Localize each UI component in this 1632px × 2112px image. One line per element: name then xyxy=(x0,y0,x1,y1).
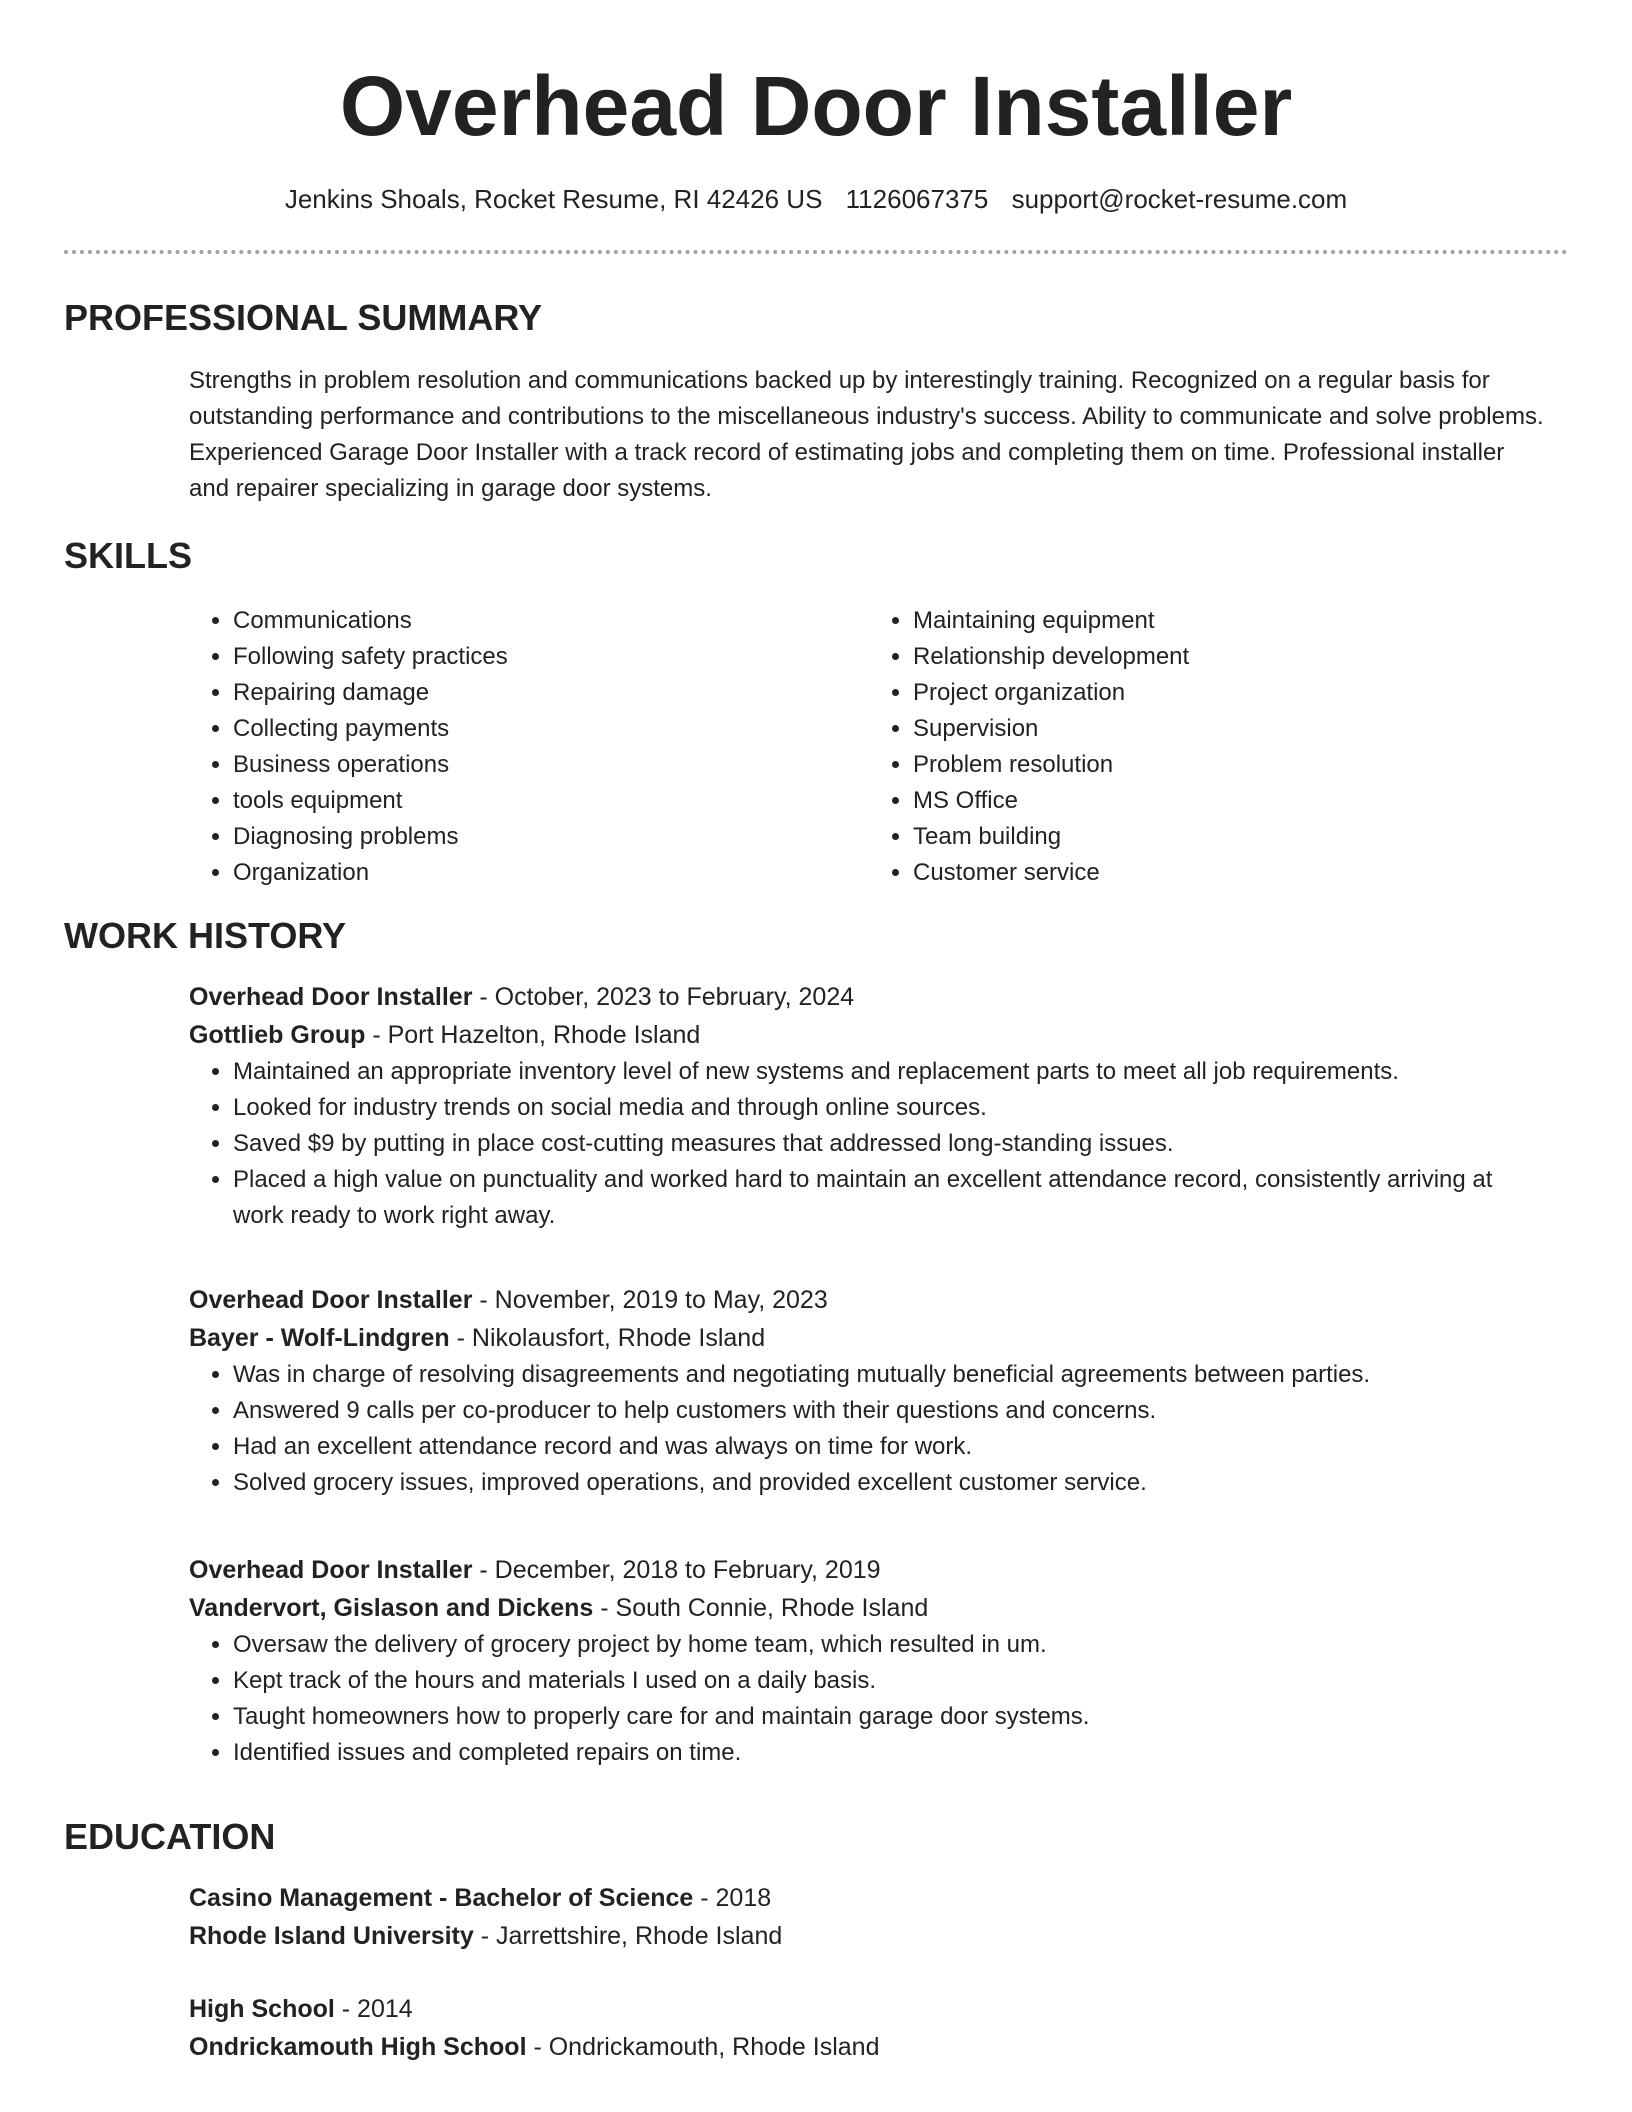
summary-text: Strengths in problem resolution and communications backed up by interestingly training. Recognized on a regular basis for outstanding performance and contributions to the miscellaneous industry's success. Ability to communicate and solve problems. Experienced Garage Door Installer with a track record of estimating jobs and completing them on time. Professional installer and repairer specializing in garage door systems. xyxy=(189,367,1544,502)
education-degree-line xyxy=(189,1990,1549,2028)
job-role: Overhead Door Installer xyxy=(189,1286,473,1314)
contact-email: support@rocket-resume.com xyxy=(1011,184,1348,214)
job-duty: • Kept track of the hours and materials I used on a daily basis. xyxy=(233,1663,1549,1699)
section-title-work: WORK HISTORY xyxy=(64,915,347,956)
job-role: Overhead Door Installer xyxy=(189,983,473,1011)
job-title-line xyxy=(189,1551,1549,1589)
job-duty: • Identified issues and completed repairs on time. xyxy=(233,1735,1549,1771)
job-company-line xyxy=(189,1319,1549,1357)
job-entry xyxy=(189,1281,1549,1501)
skill-item: • Problem resolution xyxy=(913,747,1549,783)
skill-item: • Team building xyxy=(913,819,1549,855)
skill-item: • Communications xyxy=(233,603,869,639)
skill-item: • tools equipment xyxy=(233,783,869,819)
job-duty: • Answered 9 calls per co-producer to help customers with their questions and concerns. xyxy=(233,1393,1549,1429)
contact-address: Jenkins Shoals, Rocket Resume, RI 42426 US xyxy=(284,184,823,214)
job-duty: • Had an excellent attendance record and was always on time for work. xyxy=(233,1429,1549,1465)
job-location: - South Connie, Rhode Island xyxy=(593,1594,929,1622)
job-company: Bayer - Wolf-Lindgren xyxy=(189,1324,450,1352)
resume-name: Overhead Door Installer xyxy=(339,59,1293,153)
skill-item: • Diagnosing problems xyxy=(233,819,869,855)
education-degree: High School xyxy=(189,1995,335,2023)
job-duty: • Maintained an appropriate inventory level of new systems and replacement parts to meet all job requirements. xyxy=(233,1054,1549,1090)
job-duty: • Placed a high value on punctuality and worked hard to maintain an excellent attendance record, consistently arriving at work ready to work right away. xyxy=(233,1162,1549,1234)
contact-line xyxy=(0,182,1632,216)
job-company-line xyxy=(189,1016,1549,1054)
job-role: Overhead Door Installer xyxy=(189,1556,473,1584)
section-title-summary: PROFESSIONAL SUMMARY xyxy=(64,297,543,338)
skills-list-right xyxy=(869,603,1549,891)
education-entry xyxy=(189,1990,1549,2066)
job-company-line xyxy=(189,1589,1549,1627)
job-company: Vandervort, Gislason and Dickens xyxy=(189,1594,594,1622)
job-duties xyxy=(189,1357,1549,1501)
job-duty: • Taught homeowners how to properly care for and maintain garage door systems. xyxy=(233,1699,1549,1735)
skill-item: • Following safety practices xyxy=(233,639,869,675)
education-degree: Casino Management - Bachelor of Science xyxy=(189,1884,694,1912)
skill-item: • Supervision xyxy=(913,711,1549,747)
job-entry xyxy=(189,1551,1549,1771)
job-title-line xyxy=(189,978,1549,1016)
skill-item: • Organization xyxy=(233,855,869,891)
job-dates: - December, 2018 to February, 2019 xyxy=(472,1556,881,1584)
education-location: - Jarrettshire, Rhode Island xyxy=(473,1922,783,1950)
job-duty: • Oversaw the delivery of grocery project by home team, which resulted in um. xyxy=(233,1627,1549,1663)
skills-columns xyxy=(189,603,1549,891)
job-entry xyxy=(189,978,1549,1234)
education-location: - Ondrickamouth, Rhode Island xyxy=(526,2033,880,2061)
job-duty: • Saved $9 by putting in place cost-cutting measures that addressed long-standing issues. xyxy=(233,1126,1549,1162)
contact-phone: 1126067375 xyxy=(845,184,989,214)
education-school: Ondrickamouth High School xyxy=(189,2033,527,2061)
job-duty: • Was in charge of resolving disagreements and negotiating mutually beneficial agreements between parties. xyxy=(233,1357,1549,1393)
job-location: - Nikolausfort, Rhode Island xyxy=(449,1324,766,1352)
education-school-line xyxy=(189,2028,1549,2066)
summary-block xyxy=(189,363,1549,507)
job-duty: • Looked for industry trends on social media and through online sources. xyxy=(233,1090,1549,1126)
skills-list-left xyxy=(189,603,869,891)
skill-item: • Collecting payments xyxy=(233,711,869,747)
skill-item: • Maintaining equipment xyxy=(913,603,1549,639)
skill-item: • Customer service xyxy=(913,855,1549,891)
job-duties xyxy=(189,1054,1549,1234)
job-dates: - October, 2023 to February, 2024 xyxy=(472,983,855,1011)
section-title-skills: SKILLS xyxy=(64,535,193,576)
job-dates: - November, 2019 to May, 2023 xyxy=(472,1286,828,1314)
skill-item: • MS Office xyxy=(913,783,1549,819)
job-duties xyxy=(189,1627,1549,1771)
education-school: Rhode Island University xyxy=(189,1922,474,1950)
skill-item: • Relationship development xyxy=(913,639,1549,675)
header-divider xyxy=(64,250,1568,254)
job-company: Gottlieb Group xyxy=(189,1021,366,1049)
skill-item: • Project organization xyxy=(913,675,1549,711)
job-duty: • Solved grocery issues, improved operations, and provided excellent customer service. xyxy=(233,1465,1549,1501)
education-year: - 2018 xyxy=(693,1884,772,1912)
job-location: - Port Hazelton, Rhode Island xyxy=(365,1021,701,1049)
education-degree-line xyxy=(189,1879,1549,1917)
education-entry xyxy=(189,1879,1549,1955)
skill-item: • Repairing damage xyxy=(233,675,869,711)
education-school-line xyxy=(189,1917,1549,1955)
job-title-line xyxy=(189,1281,1549,1319)
section-title-education: EDUCATION xyxy=(64,1816,276,1857)
education-year: - 2014 xyxy=(334,1995,413,2023)
skill-item: • Business operations xyxy=(233,747,869,783)
